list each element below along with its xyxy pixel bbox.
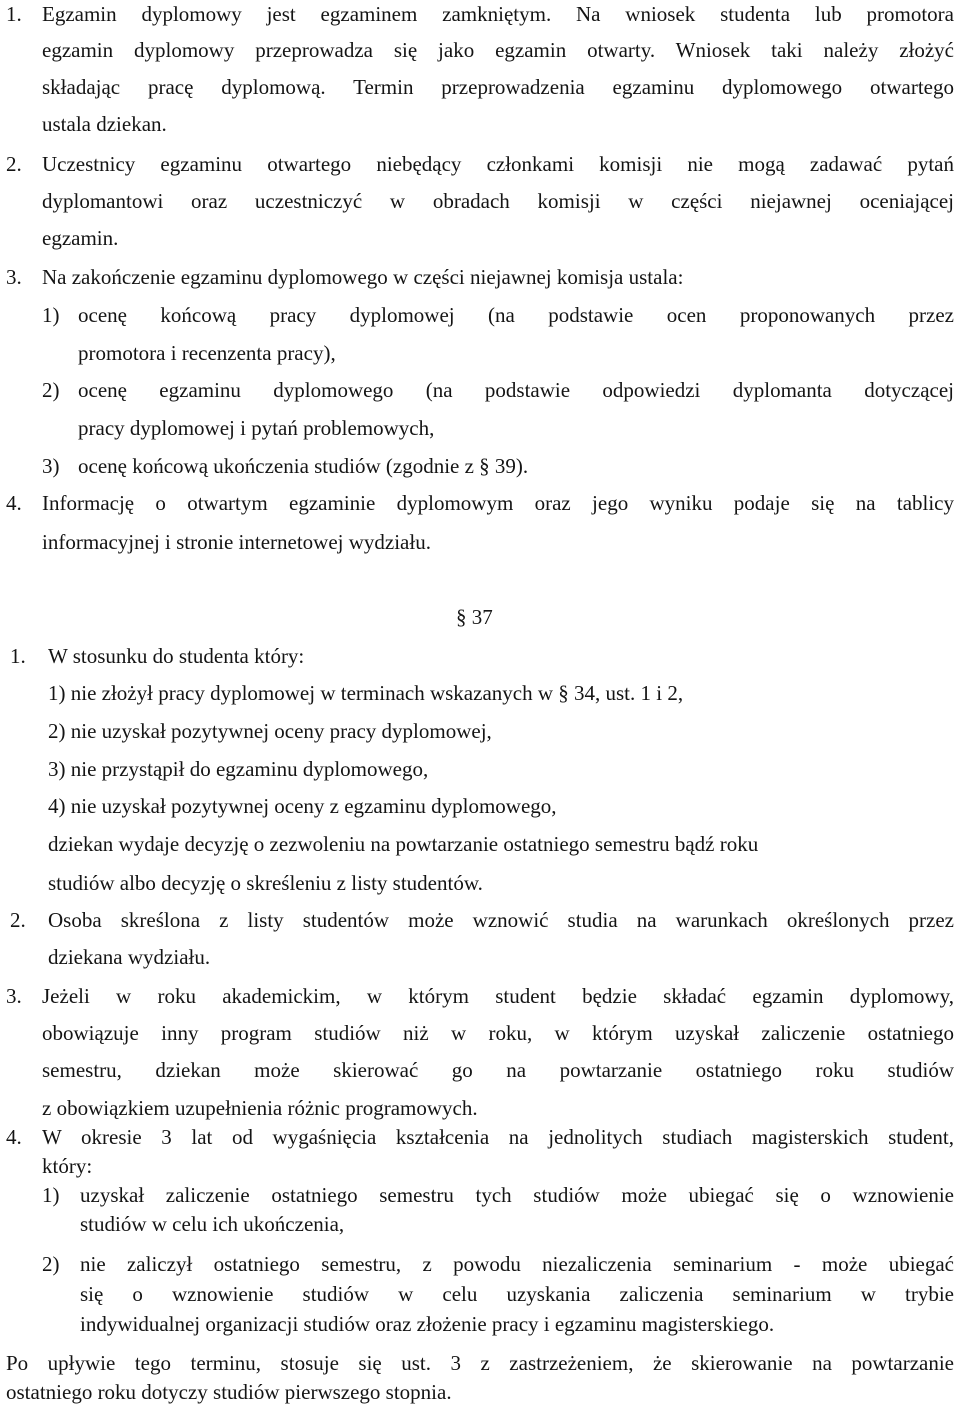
subitem-line: pracy dyplomowej i pytań problemowych,: [78, 416, 435, 440]
paragraph-line: dziekana wydziału.: [48, 945, 211, 969]
item-number: 1.: [10, 644, 26, 668]
paragraph-line: Egzamin dyplomowy jest egzaminem zamkniętym. Na wniosek studenta lub promotora: [42, 2, 954, 26]
paragraph-line: studiów albo decyzję o skreśleniu z listy studentów.: [48, 871, 483, 895]
list-line: 3) nie przystąpił do egzaminu dyplomowego,: [48, 757, 429, 781]
subitem-line: nie zaliczył ostatniego semestru, z powodu niezaliczenia seminarium - może ubiegać: [80, 1252, 954, 1276]
subitem-line: ocenę końcową pracy dyplomowej (na podstawie ocen proponowanych przez: [78, 303, 954, 327]
list-line: 4) nie uzyskał pozytywnej oceny z egzaminu dyplomowego,: [48, 794, 557, 818]
subitem-number: 1): [42, 1183, 60, 1207]
subitem-line: się o wznowienie studiów w celu uzyskania zaliczenia seminarium w trybie: [80, 1282, 954, 1306]
paragraph-line: egzamin.: [42, 226, 119, 250]
item-number: 2.: [10, 908, 26, 932]
item-number: 3.: [6, 984, 22, 1008]
item-number: 2.: [6, 152, 22, 176]
item-number: 1.: [6, 2, 22, 26]
paragraph-line: z obowiązkiem uzupełnienia różnic programowych.: [42, 1096, 478, 1120]
closing-line: ostatniego roku dotyczy studiów pierwszego stopnia.: [6, 1380, 452, 1404]
paragraph-line: obowiązuje inny program studiów niż w roku, w którym uzyskał zaliczenie ostatniego: [42, 1021, 954, 1045]
paragraph-line: który:: [42, 1154, 93, 1178]
list-line: 2) nie uzyskał pozytywnej oceny pracy dyplomowej,: [48, 719, 492, 743]
subitem-number: 3): [42, 454, 60, 478]
subitem-number: 2): [42, 1252, 60, 1276]
subitem-number: 1): [42, 303, 60, 327]
paragraph-line: egzamin dyplomowy przeprowadza się jako egzamin otwarty. Wniosek taki należy złożyć: [42, 38, 954, 62]
subitem-line: studiów w celu ich ukończenia,: [80, 1212, 345, 1236]
item-number: 3.: [6, 265, 22, 289]
paragraph-line: semestru, dziekan może skierować go na powtarzanie ostatniego roku studiów: [42, 1058, 954, 1082]
paragraph-line: ustala dziekan.: [42, 112, 167, 136]
paragraph-line: Uczestnicy egzaminu otwartego niebędący członkami komisji nie mogą zadawać pytań: [42, 152, 954, 176]
subitem-line: uzyskał zaliczenie ostatniego semestru tych studiów może ubiegać się o wznowienie: [80, 1183, 954, 1207]
paragraph-line: W stosunku do studenta który:: [48, 644, 305, 668]
closing-line: Po upływie tego terminu, stosuje się ust. 3 z zastrzeżeniem, że skierowanie na powtarzanie: [6, 1351, 954, 1375]
subitem-line: indywidualnej organizacji studiów oraz złożenie pracy i egzaminu magisterskiego.: [80, 1312, 775, 1336]
item-number: 4.: [6, 491, 22, 515]
item-number: 4.: [6, 1125, 22, 1149]
subitem-line: ocenę końcową ukończenia studiów (zgodnie z § 39).: [78, 454, 529, 478]
subitem-line: ocenę egzaminu dyplomowego (na podstawie odpowiedzi dyplomanta dotyczącej: [78, 378, 954, 402]
list-line: 1) nie złożył pracy dyplomowej w terminach wskazanych w § 34, ust. 1 i 2,: [48, 681, 684, 705]
paragraph-line: Informację o otwartym egzaminie dyplomowym oraz jego wyniku podaje się na tablicy: [42, 491, 954, 515]
subitem-line: promotora i recenzenta pracy),: [78, 341, 336, 365]
paragraph-line: dyplomantowi oraz uczestniczyć w obradach komisji w części niejawnej oceniającej: [42, 189, 954, 213]
paragraph-line: informacyjnej i stronie internetowej wydziału.: [42, 530, 431, 554]
paragraph-line: W okresie 3 lat od wygaśnięcia kształcenia na jednolitych studiach magisterskich student,: [42, 1125, 954, 1149]
subitem-number: 2): [42, 378, 60, 402]
paragraph-line: Na zakończenie egzaminu dyplomowego w części niejawnej komisja ustala:: [42, 265, 684, 289]
paragraph-line: dziekan wydaje decyzję o zezwoleniu na powtarzanie ostatniego semestru bądź roku: [48, 832, 759, 856]
section-heading: § 37: [456, 605, 493, 629]
paragraph-line: składając pracę dyplomową. Termin przeprowadzenia egzaminu dyplomowego otwartego: [42, 75, 954, 99]
paragraph-line: Jeżeli w roku akademickim, w którym student będzie składać egzamin dyplomowy,: [42, 984, 954, 1008]
paragraph-line: Osoba skreślona z listy studentów może wznowić studia na warunkach określonych przez: [48, 908, 954, 932]
